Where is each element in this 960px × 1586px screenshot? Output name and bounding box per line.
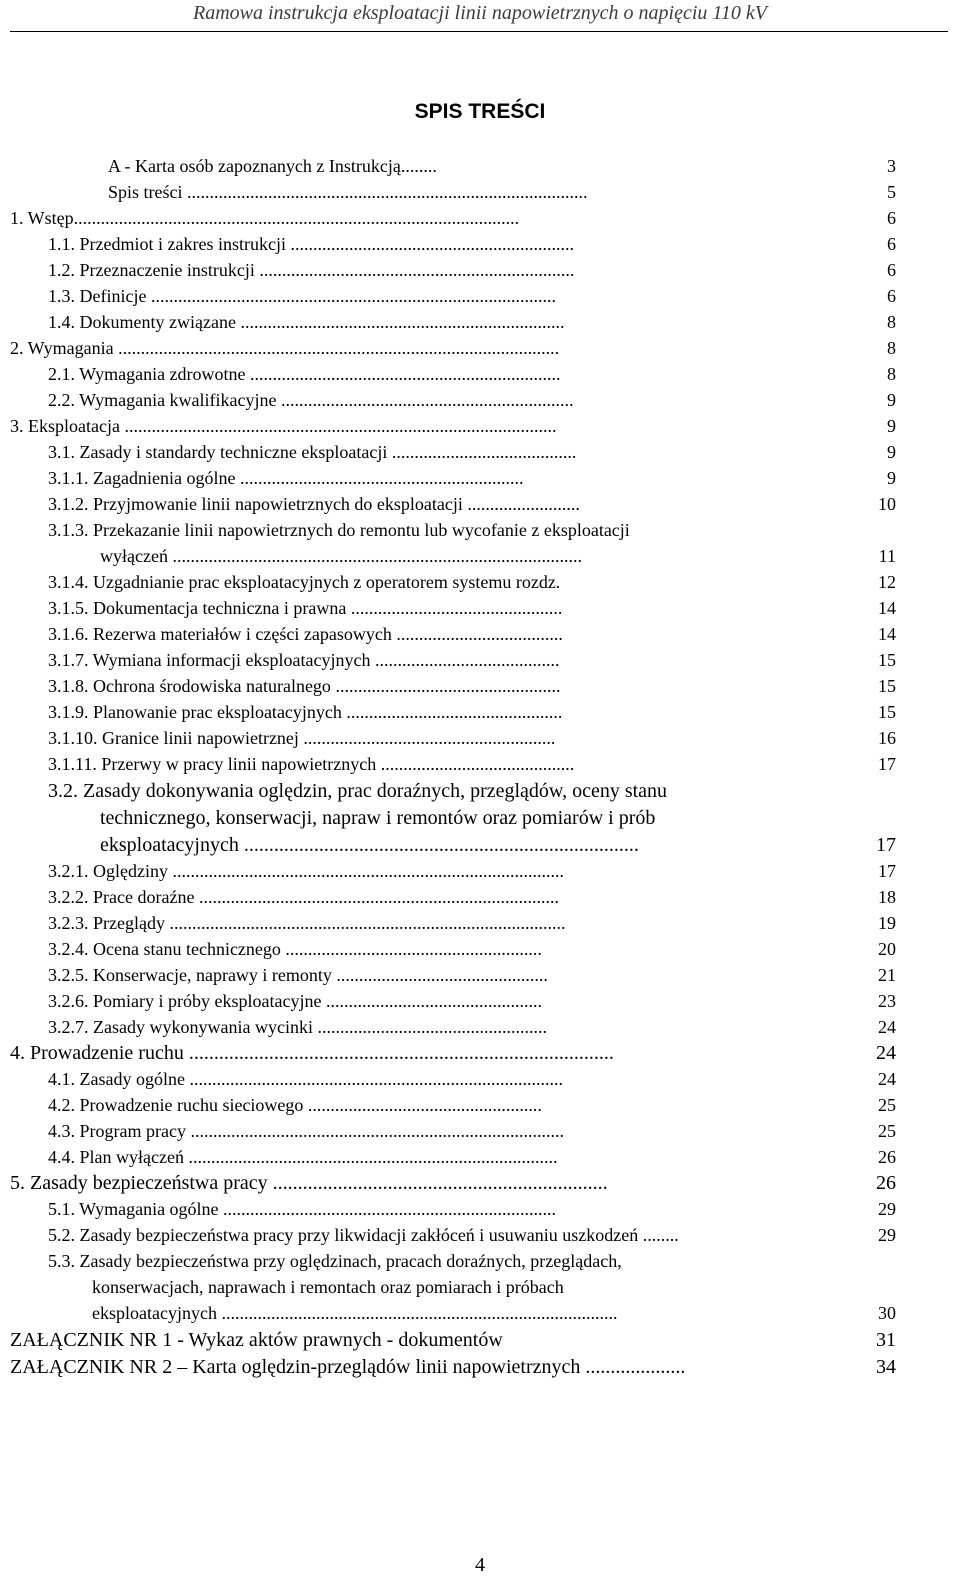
- toc-entry-text: 4.2. Prowadzenie ruchu sieciowego: [48, 1095, 304, 1115]
- toc-entry: [48, 259, 838, 281]
- toc-entry-leader: ........: [400, 156, 437, 176]
- toc-entry: [92, 1302, 838, 1324]
- toc-entry: [48, 938, 838, 960]
- toc-entry-leader: ......................................................................: [254, 260, 575, 280]
- toc-entry-leader: .........................: [462, 494, 580, 514]
- toc-entry-leader: .....................................................................: [245, 364, 561, 384]
- toc-entry: [48, 753, 838, 775]
- toc-entry-leader: ........................................................................: [235, 312, 565, 332]
- toc-entry-page: 6: [887, 286, 896, 306]
- toc-entry-page: 15: [878, 702, 896, 722]
- toc-entry-leader: .......................................................................................: [167, 861, 564, 881]
- toc-entry: [48, 1224, 838, 1246]
- toc-entry-text: 3.1.10. Granice linii napowietrznej: [48, 728, 299, 748]
- toc-entry: [108, 181, 838, 203]
- toc-entry-text: 3.1.5. Dokumentacja techniczna i prawna: [48, 598, 347, 618]
- toc-entry-page: 10: [878, 494, 896, 514]
- toc-entry-leader: .....................................................................................: [183, 1042, 614, 1064]
- toc-entry: [48, 990, 838, 1012]
- toc-entry-leader: ........................................................................................: [164, 913, 566, 933]
- toc-entry-page: 29: [878, 1225, 896, 1245]
- toc-entry: [100, 833, 838, 857]
- toc-entry-page: 9: [887, 390, 896, 410]
- document-header: Ramowa instrukcja eksploatacji linii napowietrznych o napięciu 110 kV: [193, 2, 767, 24]
- toc-entry-text: ZAŁĄCZNIK NR 1 - Wykaz aktów prawnych - dokumentów: [10, 1329, 503, 1351]
- toc-entry: [10, 1041, 838, 1065]
- toc-entry-page: 14: [878, 624, 896, 644]
- toc-entry-leader: ..................................................................................: [183, 1147, 558, 1167]
- toc-entry-text: 3.2.2. Prace doraźne: [48, 887, 195, 907]
- toc-entry: [48, 1146, 838, 1168]
- toc-entry-text: 3.1.1. Zagadnienia ogólne: [48, 468, 236, 488]
- toc-entry-page: 17: [878, 861, 896, 881]
- toc-entry-text: 5.3. Zasady bezpieczeństwa przy oględzinach, pracach doraźnych, przeglądach,: [48, 1251, 622, 1271]
- toc-entry: [48, 779, 838, 803]
- toc-entry-leader: ...............................................: [331, 965, 548, 985]
- page-number: 4: [475, 1554, 485, 1576]
- toc-entry-text: 3.2. Zasady dokonywania oględzin, prac doraźnych, przeglądów, oceny stanu: [48, 780, 668, 802]
- toc-entry-text: 1.1. Przedmiot i zakres instrukcji: [48, 234, 286, 254]
- toc-entry-text: 5. Zasady bezpieczeństwa pracy: [10, 1172, 268, 1194]
- toc-entry-text: A - Karta osób zapoznanych z Instrukcją: [108, 156, 401, 176]
- toc-entry: [48, 860, 838, 882]
- toc-entry-leader: ....................: [580, 1356, 686, 1378]
- toc-entry: [48, 285, 838, 307]
- toc-entry: [100, 806, 838, 830]
- toc-entry-leader: ...........................................: [376, 754, 575, 774]
- toc-entry-leader: ................................................................................................: [119, 416, 557, 436]
- toc-entry-leader: .........................................: [370, 650, 560, 670]
- toc-entry-leader: ...................................................................................: [185, 1121, 564, 1141]
- toc-entry-page: 30: [878, 1303, 896, 1323]
- toc-entry: [10, 415, 838, 437]
- toc-entry-text: 2.1. Wymagania zdrowotne: [48, 364, 246, 384]
- toc-entry: [48, 727, 838, 749]
- toc-entry-page: 15: [878, 676, 896, 696]
- toc-entry-page: 24: [876, 1042, 896, 1064]
- toc-entry-page: 9: [887, 416, 896, 436]
- toc-entry-text: 3.1.11. Przerwy w pracy linii napowietrznych: [48, 754, 377, 774]
- toc-entry-text: 3.1.4. Uzgadnianie prac eksploatacyjnych z operatorem systemu rozdz.: [48, 572, 561, 592]
- toc-entry-page: 9: [887, 442, 896, 462]
- toc-entry: [48, 519, 838, 541]
- toc-entry-page: 6: [887, 260, 896, 280]
- toc-entry-page: 8: [887, 338, 896, 358]
- toc-entry: [48, 675, 838, 697]
- toc-entry-text: eksploatacyjnych: [92, 1303, 217, 1323]
- toc-entry-leader: ...................................................: [312, 1017, 547, 1037]
- toc-entry-page: 25: [878, 1095, 896, 1115]
- toc-entry-text: 1.2. Przeznaczenie instrukcji: [48, 260, 255, 280]
- toc-entry-leader: ...................................................................: [267, 1172, 608, 1194]
- toc-entry-leader: ........................................................................................: [216, 1303, 618, 1323]
- toc-entry-leader: ...............................................................................: [238, 834, 639, 856]
- toc-entry: [48, 1198, 838, 1220]
- toc-entry-leader: ..........................................................................................: [146, 286, 556, 306]
- toc-entry: [10, 207, 838, 229]
- toc-entry-leader: .................................................................: [276, 390, 574, 410]
- toc-entry-text: konserwacjach, naprawach i remontach oraz pomiarach i próbach: [92, 1277, 564, 1297]
- toc-entry-text: 3.2.1. Oględziny: [48, 861, 168, 881]
- toc-entry-leader: .........................................................: [280, 939, 542, 959]
- toc-entry-leader: ................................................................................: [194, 887, 559, 907]
- toc-entry-page: 20: [878, 939, 896, 959]
- header-rule: [10, 31, 948, 32]
- toc-entry-page: 17: [878, 754, 896, 774]
- toc-entry-leader: .........................................: [387, 442, 577, 462]
- toc-entry-text: 5.1. Wymagania ogólne: [48, 1199, 219, 1219]
- toc-entry-text: 3.2.3. Przeglądy: [48, 913, 165, 933]
- toc-entry: [48, 701, 838, 723]
- toc-entry-text: 3.1.2. Przyjmowanie linii napowietrznych do eksploatacji: [48, 494, 463, 514]
- toc-entry-leader: ................................................: [341, 702, 563, 722]
- toc-entry: [48, 1120, 838, 1142]
- toc-title: SPIS TREŚCI: [414, 100, 546, 123]
- toc-entry: [48, 623, 838, 645]
- toc-entry-text: 3.2.6. Pomiary i próby eksploatacyjne: [48, 991, 322, 1011]
- toc-entry: [48, 233, 838, 255]
- toc-entry: [48, 311, 838, 333]
- toc-entry-text: 1.4. Dokumenty związane: [48, 312, 236, 332]
- toc-entry: [48, 1250, 838, 1272]
- toc-entry: [48, 571, 838, 593]
- toc-entry-text: 3.1.3. Przekazanie linii napowietrznych do remontu lub wycofanie z eksploatacji: [48, 520, 630, 540]
- toc-entry-leader: ...................................................................................: [184, 1069, 563, 1089]
- toc-entry-text: wyłączeń: [100, 546, 168, 566]
- toc-entry-text: 3.1. Zasady i standardy techniczne eksploatacji: [48, 442, 388, 462]
- toc-entry-leader: ...............................................: [346, 598, 563, 618]
- toc-entry: [48, 912, 838, 934]
- toc-entry-page: 14: [878, 598, 896, 618]
- toc-entry-text: 2.2. Wymagania kwalifikacyjne: [48, 390, 277, 410]
- toc-entry-page: 17: [876, 834, 896, 856]
- toc-entry-page: 8: [887, 364, 896, 384]
- toc-entry-text: 3.1.8. Ochrona środowiska naturalnego: [48, 676, 331, 696]
- toc-entry-page: 24: [878, 1069, 896, 1089]
- toc-entry: [48, 363, 838, 385]
- toc-entry-leader: ...................................................................................................: [73, 208, 520, 228]
- toc-entry-page: 12: [878, 572, 896, 592]
- toc-entry: [10, 1355, 838, 1379]
- toc-entry-leader: ........: [638, 1225, 679, 1245]
- toc-entry-page: 6: [887, 234, 896, 254]
- toc-entry-page: 15: [878, 650, 896, 670]
- toc-entry: [10, 1328, 838, 1352]
- toc-entry-text: ZAŁĄCZNIK NR 2 – Karta oględzin-przeglądów linii napowietrznych: [10, 1356, 581, 1378]
- toc-entry-text: 3.2.4. Ocena stanu technicznego: [48, 939, 281, 959]
- toc-entry-text: eksploatacyjnych: [100, 834, 239, 856]
- toc-entry: [48, 1094, 838, 1116]
- toc-entry-page: 29: [878, 1199, 896, 1219]
- toc-entry-text: 3. Eksploatacja: [10, 416, 120, 436]
- toc-entry-leader: ................................................: [321, 991, 542, 1011]
- toc-entry-page: 6: [887, 208, 896, 228]
- toc-entry-text: 4.1. Zasady ogólne: [48, 1069, 185, 1089]
- toc-entry: [10, 337, 838, 359]
- toc-entry-text: Spis treści: [108, 182, 183, 202]
- toc-entry-text: 1.3. Definicje: [48, 286, 147, 306]
- toc-entry-text: 3.2.5. Konserwacje, naprawy i remonty: [48, 965, 332, 985]
- toc-entry-page: 9: [887, 468, 896, 488]
- toc-entry: [48, 964, 838, 986]
- toc-entry-leader: .....................................: [391, 624, 563, 644]
- toc-entry: [48, 1016, 838, 1038]
- toc-entry-text: 4.3. Program pracy: [48, 1121, 186, 1141]
- toc-entry-text: 3.2.7. Zasady wykonywania wycinki: [48, 1017, 313, 1037]
- toc-entry: [48, 1068, 838, 1090]
- toc-entry: [48, 886, 838, 908]
- toc-entry-page: 19: [878, 913, 896, 933]
- toc-entry-text: 3.1.9. Planowanie prac eksploatacyjnych: [48, 702, 342, 722]
- toc-entry-page: 5: [887, 182, 896, 202]
- toc-entry: [48, 389, 838, 411]
- toc-entry-text: 2. Wymagania: [10, 338, 114, 358]
- toc-entry-text: technicznego, konserwacji, napraw i remontów oraz pomiarów i prób: [100, 807, 656, 829]
- toc-entry-text: 4.4. Plan wyłączeń: [48, 1147, 184, 1167]
- toc-entry-text: 3.1.7. Wymiana informacji eksploatacyjnych: [48, 650, 371, 670]
- toc-entry-text: 1. Wstęp: [10, 208, 74, 228]
- toc-entry: [108, 155, 838, 177]
- toc-entry-page: 25: [878, 1121, 896, 1141]
- toc-entry-page: 34: [876, 1356, 896, 1378]
- toc-entry-leader: ........................................................: [298, 728, 556, 748]
- toc-entry: [48, 441, 838, 463]
- toc-entry: [48, 467, 838, 489]
- toc-entry-leader: ....................................................: [303, 1095, 542, 1115]
- toc-entry-leader: ...........................................................................................: [167, 546, 582, 566]
- toc-entry-page: 16: [878, 728, 896, 748]
- toc-entry-leader: ..................................................: [330, 676, 561, 696]
- toc-entry-text: 3.1.6. Rezerwa materiałów i części zapasowych: [48, 624, 392, 644]
- toc-entry-page: 23: [878, 991, 896, 1011]
- toc-entry: [100, 545, 838, 567]
- toc-entry: [48, 649, 838, 671]
- toc-entry-page: 26: [878, 1147, 896, 1167]
- toc-entry-page: 3: [887, 156, 896, 176]
- toc-entry-page: 21: [878, 965, 896, 985]
- toc-entry-leader: ...............................................................: [235, 468, 524, 488]
- toc-entry-leader: ..................................................................................................: [113, 338, 560, 358]
- toc-entry: [48, 597, 838, 619]
- toc-entry-page: 18: [878, 887, 896, 907]
- toc-entry-leader: .........................................................................................: [182, 182, 588, 202]
- toc-entry-page: 24: [878, 1017, 896, 1037]
- toc-entry-text: 5.2. Zasady bezpieczeństwa pracy przy likwidacji zakłóceń i usuwaniu uszkodzeń: [48, 1225, 639, 1245]
- toc-entry: [92, 1276, 838, 1298]
- toc-entry-page: 26: [876, 1172, 896, 1194]
- toc-entry-text: 4. Prowadzenie ruchu: [10, 1042, 184, 1064]
- toc-entry-page: 8: [887, 312, 896, 332]
- toc-entry-leader: ..........................................................................: [218, 1199, 557, 1219]
- toc-entry-leader: ...............................................................: [285, 234, 574, 254]
- toc-entry-page: 31: [876, 1329, 896, 1351]
- toc-entry: [48, 493, 838, 515]
- toc-entry-page: 11: [878, 546, 896, 566]
- toc-entry: [10, 1171, 838, 1195]
